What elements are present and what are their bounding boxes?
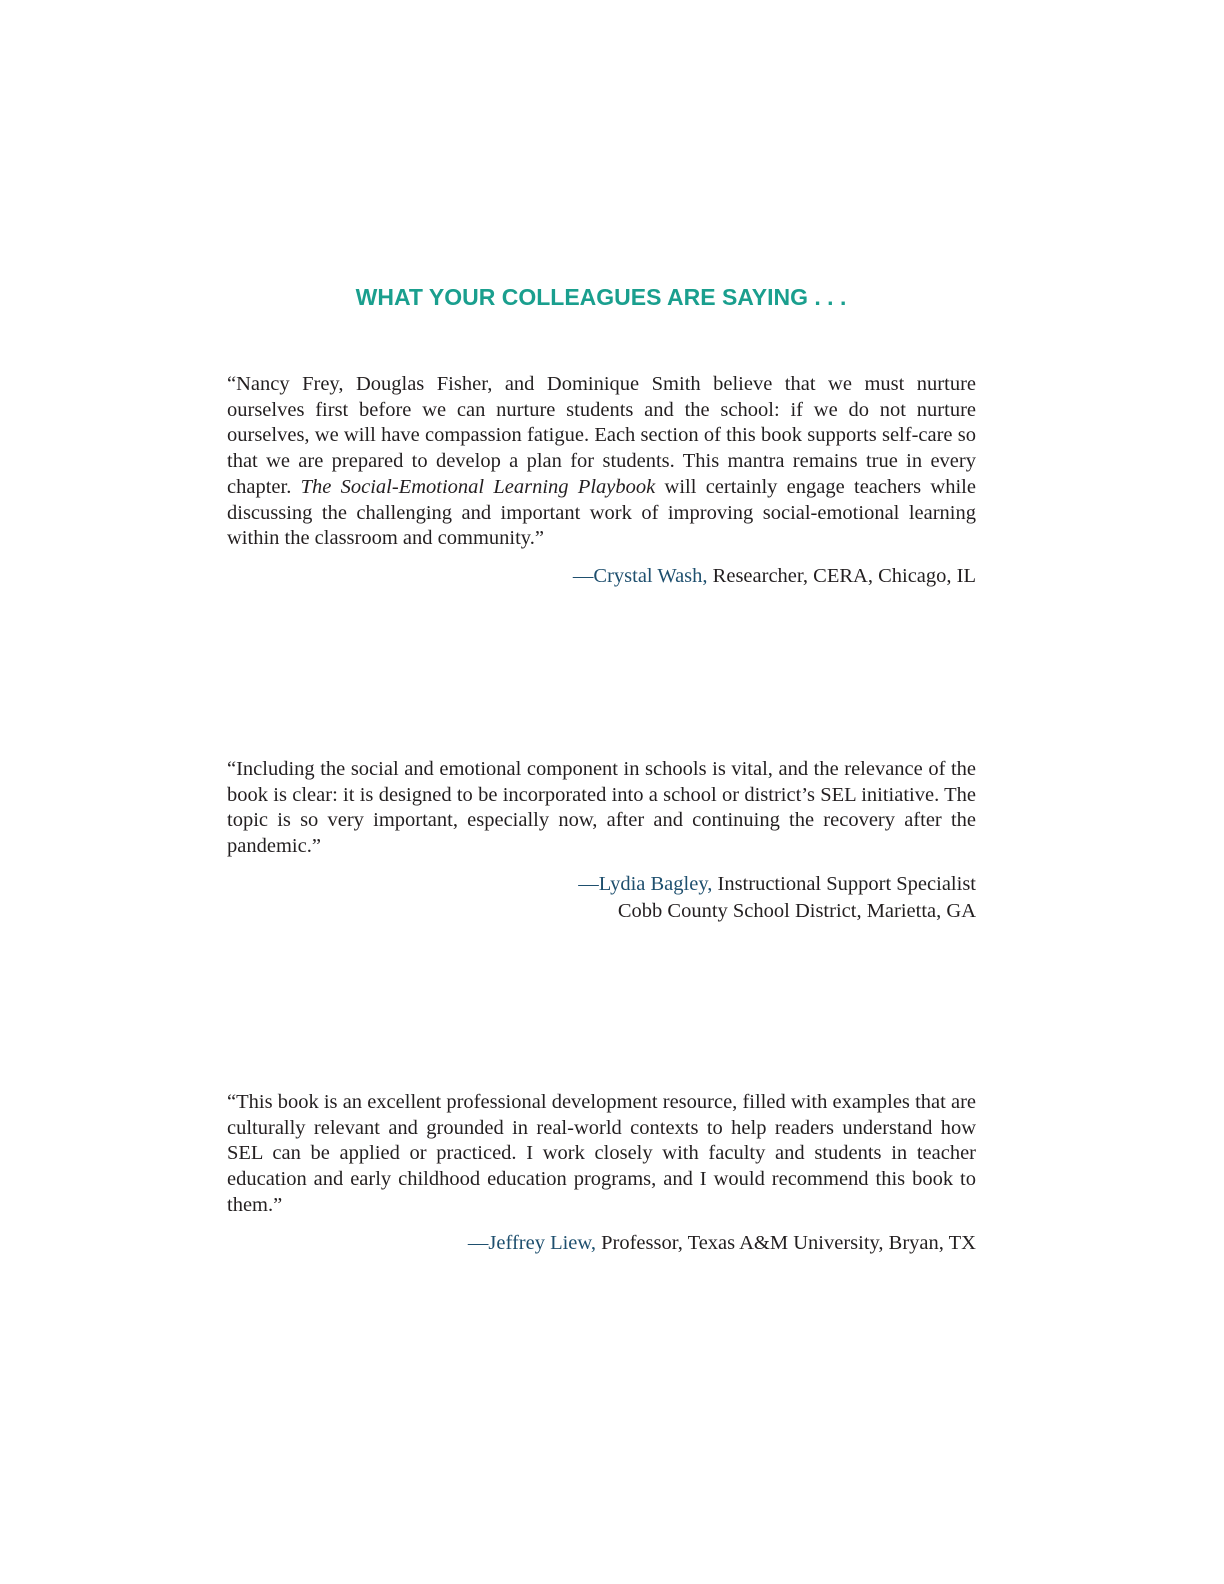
testimonial-attribution: [227, 1230, 976, 1257]
testimonial-attribution: [227, 563, 976, 590]
book-title: The Social-Emotional Learning Playbook: [300, 475, 656, 498]
attribution-role: Researcher, CERA, Chicago, IL: [707, 564, 976, 587]
page-heading: WHAT YOUR COLLEAGUES ARE SAYING . . .: [355, 284, 847, 310]
testimonial-jeffrey-liew: [227, 1090, 976, 1257]
attribution-role: Professor, Texas A&M University, Bryan, TX: [595, 1231, 976, 1254]
attribution-affiliation: Cobb County School District, Marietta, GA: [617, 899, 976, 922]
attribution-role: Instructional Support Specialist: [712, 872, 976, 895]
attribution-name: —Jeffrey Liew,: [467, 1231, 596, 1254]
quote-text: “Nancy Frey, Douglas Fisher, and Dominique Smith believe that we must nurture ourselves first before we can nurture students and the school: if we do not nurture ourselves, we will have compassion fatigue. Each section of this book supports self-care so that we are prepared to develop a plan for students. This mantra remains true in every chapter.: [227, 373, 976, 498]
testimonial-quote: “Including the social and emotional component in schools is vital, and the relevance of the book is clear: it is designed to be incorporated into a school or district’s SEL initiative. The topic is so very important, especially now, after and continuing the recovery after the pandemic.”: [227, 758, 976, 858]
testimonial-attribution: [227, 871, 976, 925]
testimonial-crystal-wash: [227, 372, 976, 590]
quote-text-continued: will certainly engage teachers while discussing the challenging and important work of improving social-emotional learning within the classroom and community.”: [227, 475, 976, 550]
testimonial-quote: “This book is an excellent professional development resource, filled with examples that are culturally relevant and grounded in real-world contexts to help readers understand how SEL can be applied or practiced. I work closely with faculty and students in teacher education and early childhood education programs, and I would recommend this book to them.”: [227, 1091, 976, 1216]
testimonial-lydia-bagley: [227, 757, 976, 925]
attribution-name: —Crystal Wash,: [572, 564, 708, 587]
testimonial-quote: [227, 372, 976, 552]
attribution-name: —Lydia Bagley,: [578, 872, 713, 895]
